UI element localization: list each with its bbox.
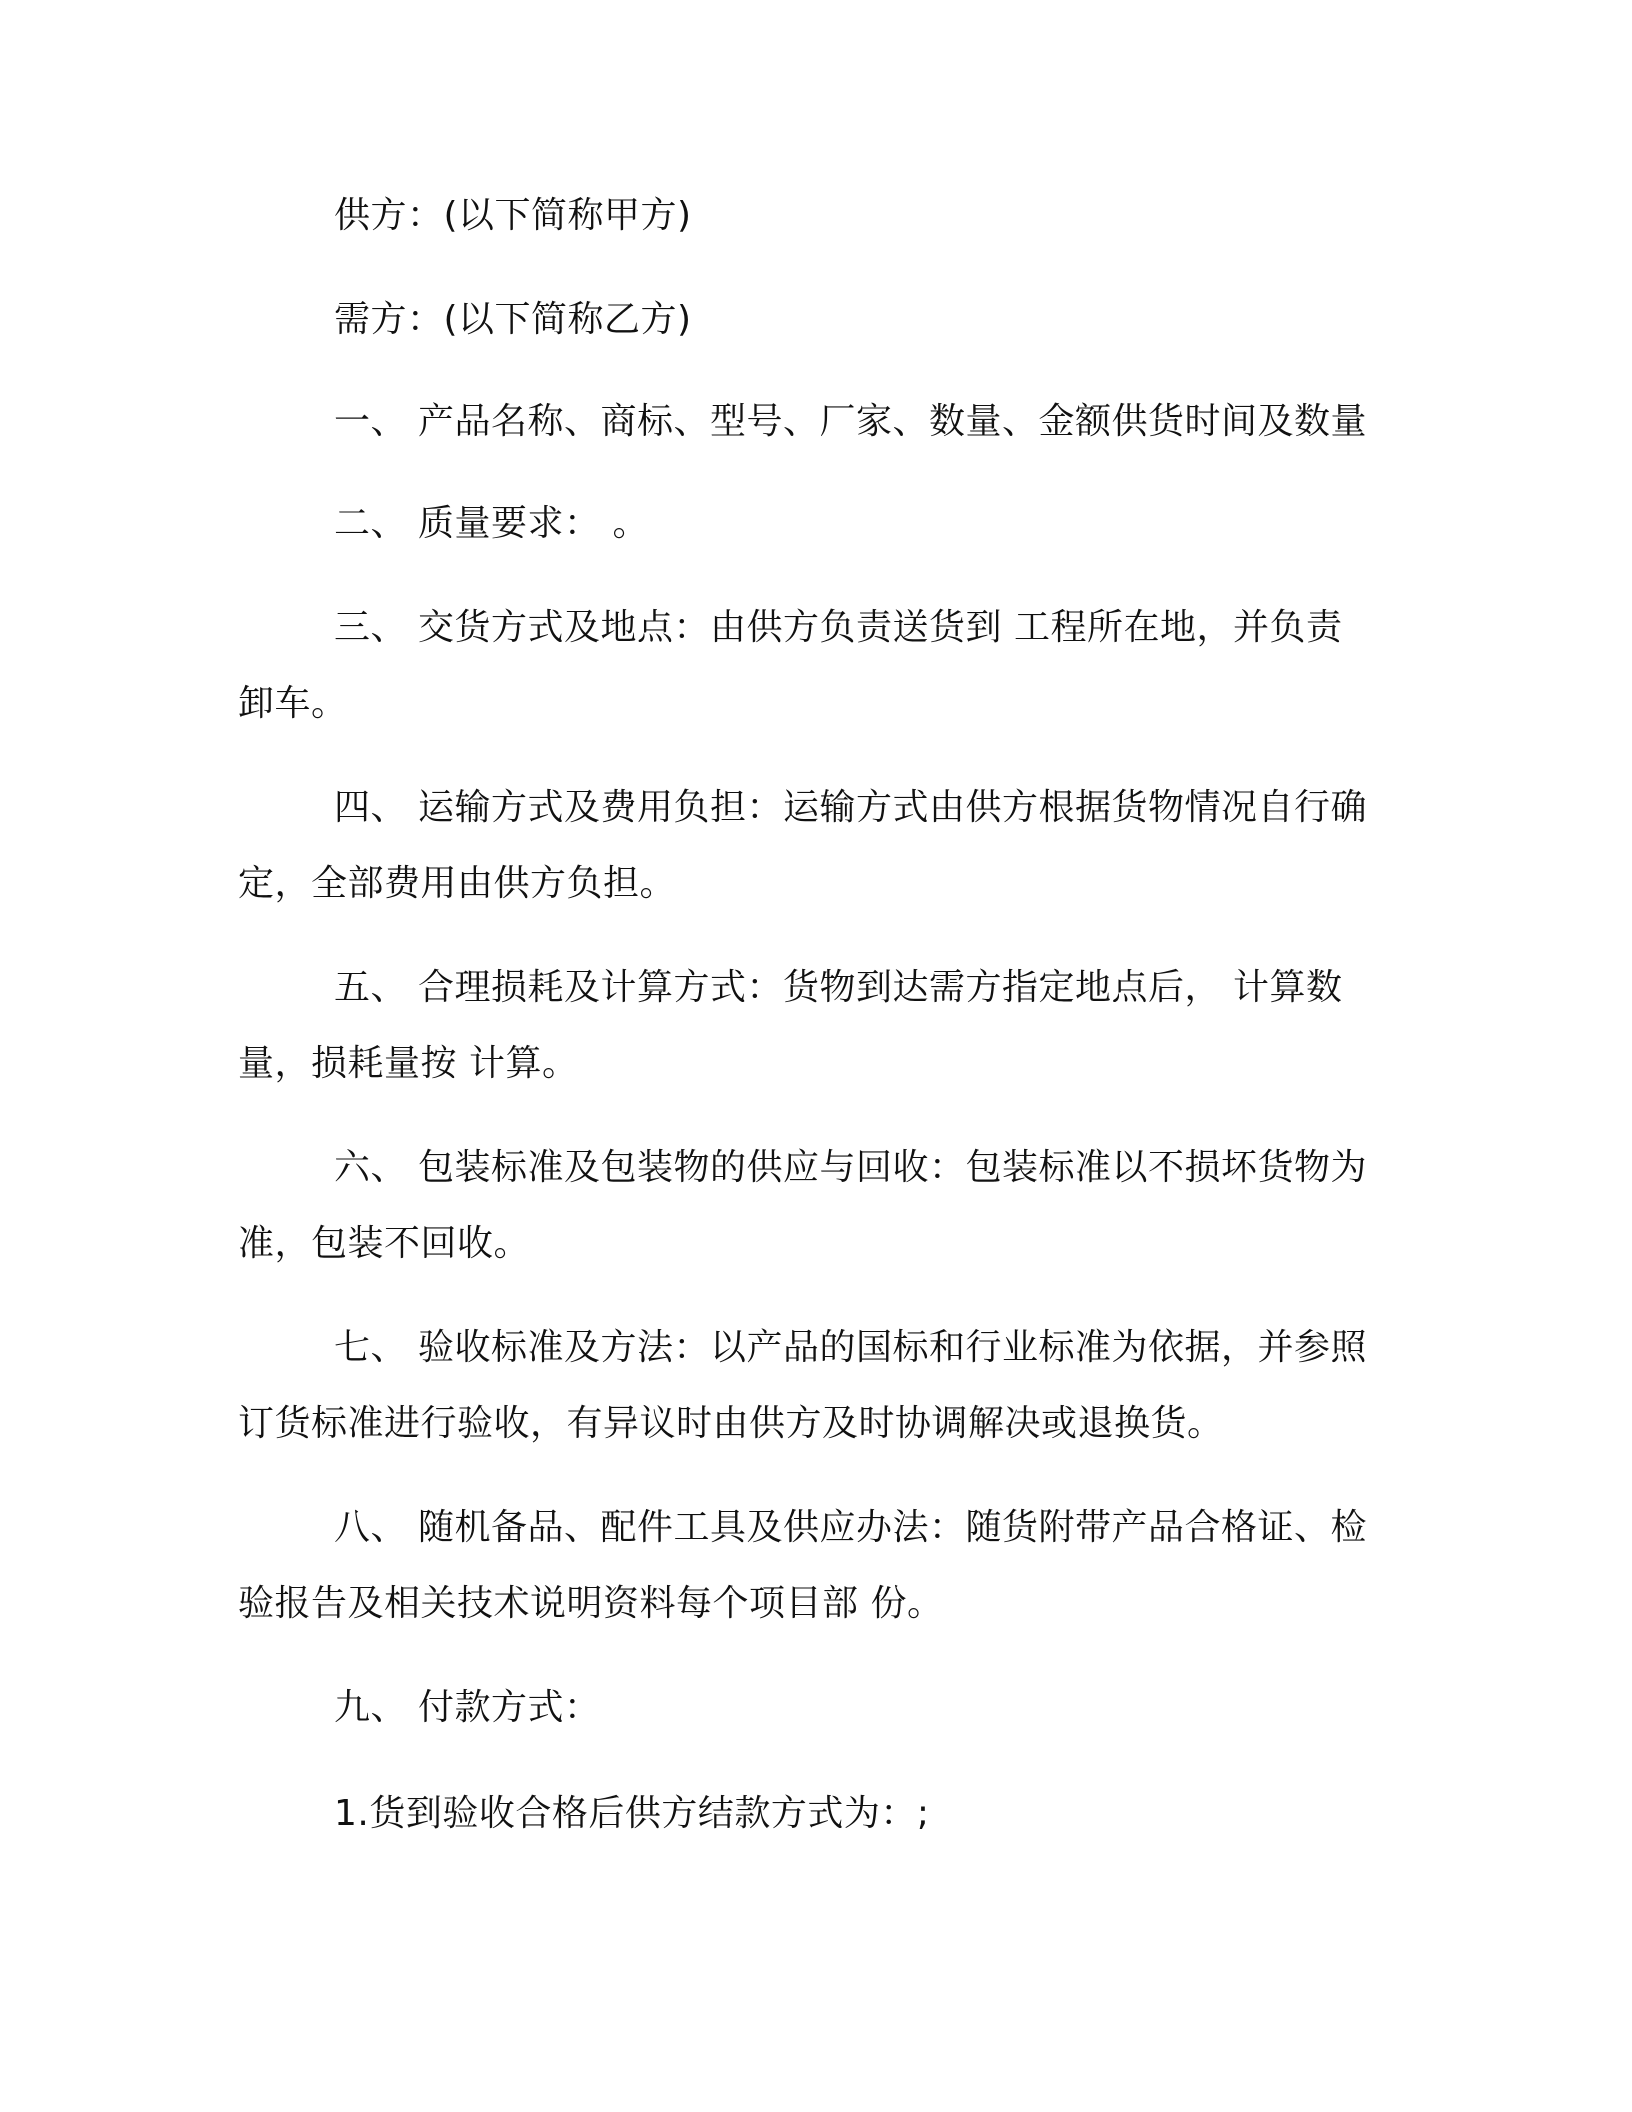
- supplier-text: 供方：(以下简称甲方): [334, 195, 692, 236]
- clause-2: [238, 486, 1378, 562]
- clause-number: 七、: [334, 1327, 408, 1368]
- clause-text: 运输方式及费用负担：运输方式由供方根据货物情况自行确: [418, 787, 1368, 828]
- clause-3: [238, 590, 1378, 742]
- supplier-line: [238, 178, 1378, 254]
- clause-text: 产品名称、商标、型号、厂家、数量、金额供货时间及数量: [418, 401, 1368, 442]
- clause-1: [238, 384, 1378, 460]
- clause-text: 包装标准及包装物的供应与回收：包装标准以不损坏货物为: [418, 1147, 1368, 1188]
- clause-6: [238, 1130, 1378, 1282]
- clause-number: 六、: [334, 1147, 408, 1188]
- clause-number: 二、: [334, 503, 408, 544]
- clause-number: 一、: [334, 401, 408, 442]
- clause-number: 三、: [334, 607, 408, 648]
- clause-7: [238, 1310, 1378, 1462]
- clause-text: 合理损耗及计算方式：货物到达需方指定地点后， 计算数: [418, 967, 1343, 1008]
- buyer-line: [238, 282, 1378, 358]
- clause-number: 五、: [334, 967, 408, 1008]
- clause-text-continued: 定，全部费用由供方负担。: [238, 863, 677, 904]
- clause-number: 四、: [334, 787, 408, 828]
- clause-text-continued: 准，包装不回收。: [238, 1223, 531, 1264]
- clause-text: 付款方式：: [418, 1687, 601, 1728]
- payment-item-text: 1.货到验收合格后供方结款方式为：;: [334, 1793, 930, 1834]
- clause-text-continued: 量，损耗量按 计算。: [238, 1043, 579, 1084]
- clause-text-continued: 卸车。: [238, 683, 348, 724]
- clause-4: [238, 770, 1378, 922]
- clause-text: 随机备品、配件工具及供应办法：随货附带产品合格证、检: [418, 1507, 1368, 1548]
- clause-text-continued: 验报告及相关技术说明资料每个项目部 份。: [238, 1583, 944, 1624]
- clause-9: [238, 1670, 1378, 1746]
- clause-number: 八、: [334, 1507, 408, 1548]
- payment-item-1: [238, 1776, 1378, 1852]
- clause-number: 九、: [334, 1687, 408, 1728]
- clause-5: [238, 950, 1378, 1102]
- clause-8: [238, 1490, 1378, 1642]
- clause-text: 质量要求： 。: [418, 503, 649, 544]
- buyer-text: 需方：(以下简称乙方): [334, 299, 692, 340]
- clause-text: 验收标准及方法：以产品的国标和行业标准为依据，并参照: [418, 1327, 1368, 1368]
- clause-text-continued: 订货标准进行验收，有异议时由供方及时协调解决或退换货。: [238, 1403, 1224, 1444]
- clause-text: 交货方式及地点：由供方负责送货到 工程所在地，并负责: [418, 607, 1343, 648]
